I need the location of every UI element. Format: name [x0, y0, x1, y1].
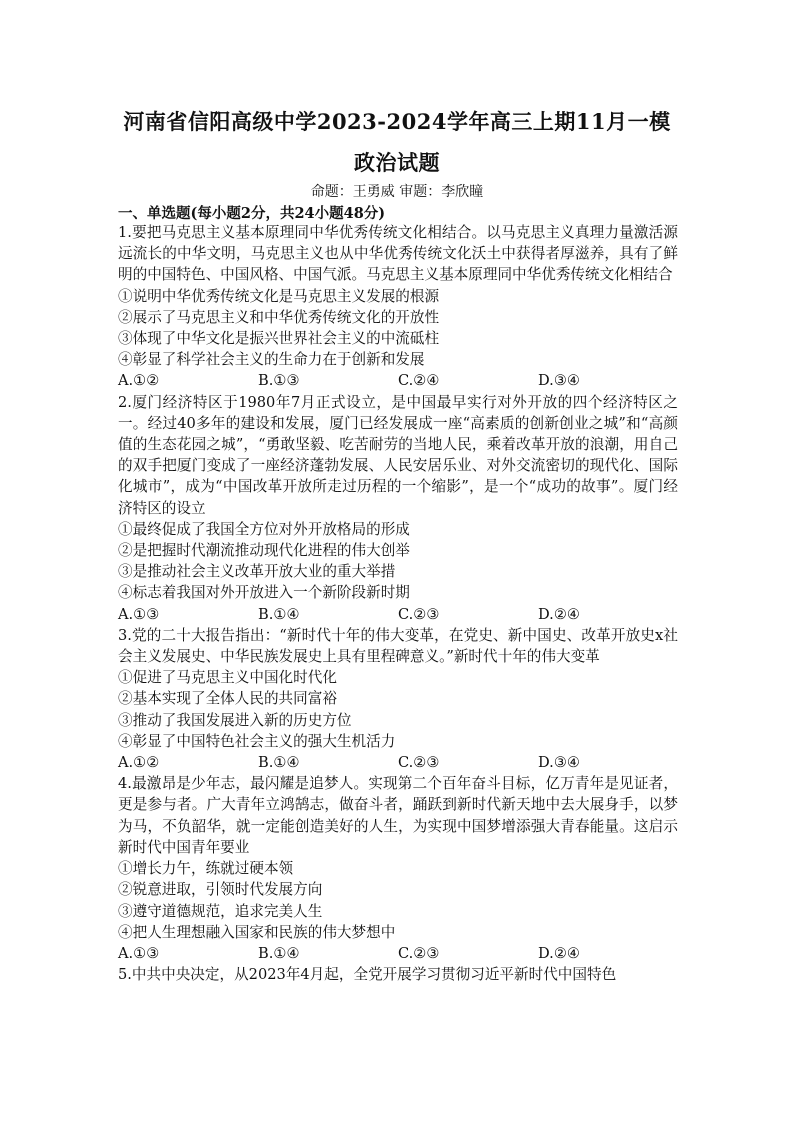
question-1 — [118, 222, 678, 392]
choice-d: D.③④ — [538, 372, 580, 390]
statement: ②展示了马克思主义和中华优秀传统文化的开放性 — [118, 308, 440, 326]
statement: ④把人生理想融入国家和民族的伟大梦想中 — [118, 923, 396, 941]
question-3 — [118, 625, 678, 773]
question-stem: 1.要把马克思主义基本原理同中华优秀传统文化相结合。以马克思主义真理力量激活源远流长的中华文明，马克思主义也从中华优秀传统文化沃土中获得者厚滋养，具有了鲜明的中国特色、中国风格、中国气派。马克思主义基本原理同中华优秀传统文化相结合 — [118, 224, 678, 284]
statement: ①最终促成了我国全方位对外开放格局的形成 — [118, 520, 410, 538]
choice-b: B.①④ — [258, 605, 300, 623]
statement: ②锐意进取，引领时代发展方向 — [118, 881, 323, 899]
statement: ②基本实现了全体人民的共同富裕 — [118, 690, 337, 708]
section-heading: 一、单选题(每小题2分，共24小题48分) — [118, 205, 386, 222]
statement: ②是把握时代潮流推动现代化进程的伟大创举 — [118, 542, 410, 560]
question-stem: 3.党的二十大报告指出：“新时代十年的伟大变革，在党史、新中国史、改革开放史x社会主义发展史、中华民族发展史上具有里程碑意义。”新时代十年的伟大变革 — [118, 626, 678, 666]
statement: ④标志着我国对外开放进入一个新阶段新时期 — [118, 584, 410, 602]
statement: ④彰显了科学社会主义的生命力在于创新和发展 — [118, 351, 425, 369]
choice-c: C.②④ — [398, 372, 440, 390]
question-list — [118, 222, 678, 985]
choice-b: B.①④ — [258, 754, 300, 772]
statement: ①促进了马克思主义中国化时代化 — [118, 669, 337, 687]
statement: ③遵守道德规范，追求完美人生 — [118, 902, 323, 920]
choice-c: C.②③ — [398, 754, 440, 772]
choice-a: A.①③ — [118, 944, 160, 962]
statement: ③体现了中华文化是振兴世界社会主义的中流砥柱 — [118, 330, 440, 348]
choice-d: D.③④ — [538, 754, 580, 772]
answer-choices — [118, 752, 678, 773]
statement: ③推动了我国发展进入新的历史方位 — [118, 711, 352, 729]
question-2 — [118, 392, 678, 625]
exam-title: 河南省信阳高级中学2023-2024学年高三上期11月一模 — [123, 109, 671, 134]
choice-b: B.①④ — [258, 944, 300, 962]
choice-c: C.②③ — [398, 605, 440, 623]
answer-choices — [118, 604, 678, 625]
choice-c: C.②③ — [398, 944, 440, 962]
answer-choices — [118, 943, 678, 964]
statement: ③是推动社会主义改革开放大业的重大举措 — [118, 563, 396, 581]
statement: ①增长力午，练就过硬本领 — [118, 860, 294, 878]
choice-a: A.①③ — [118, 605, 160, 623]
answer-choices — [118, 370, 678, 391]
statement: ①说明中华优秀传统文化是马克思主义发展的根源 — [118, 287, 440, 305]
question-5 — [118, 964, 678, 985]
question-stem: 5.中共中央决定，从2023年4月起，全党开展学习贯彻习近平新时代中国特色 — [118, 966, 617, 984]
choice-d: D.②④ — [538, 605, 580, 623]
question-4 — [118, 773, 678, 964]
choice-a: A.①② — [118, 754, 160, 772]
question-stem: 4.最激昂是少年志，最闪耀是追梦人。实现第二个百年奋斗目标，亿万青年是见证者，更是参与者。广大青年立鸿鹄志，做奋斗者，踊跃到新时代新天地中去大展身手，以梦为马，不负韶华，就一定能创造美好的人生，为实现中国梦增添强大青春能量。这启示新时代中国青年要业 — [118, 775, 678, 856]
statement: ④彰显了中国特色社会主义的强大生机活力 — [118, 732, 396, 750]
exam-subject-title: 政治试题 — [354, 150, 440, 175]
choice-d: D.②④ — [538, 944, 580, 962]
question-stem: 2.厦门经济特区于1980年7月正式设立，是中国最早实行对外开放的四个经济特区之一。经过40多年的建设和发展，厦门已经发展成一座“高素质的创新创业之城”和“高颜值的生态花园之城”，“勇敢坚毅、吃苦耐劳的当地人民，乘着改革开放的浪潮，用自己的双手把厦门变成了一座经济蓬勃发展、人民安居乐业、对外交流密切的现代化、国际化城市”，成为“中国改革开放所走过历程的一个缩影”，是一个“成功的故事”。厦门经济特区的设立 — [118, 393, 678, 517]
choice-a: A.①② — [118, 372, 160, 390]
choice-b: B.①③ — [258, 372, 300, 390]
author-byline: 命题：王勇威 审题：李欣瞳 — [310, 184, 484, 200]
